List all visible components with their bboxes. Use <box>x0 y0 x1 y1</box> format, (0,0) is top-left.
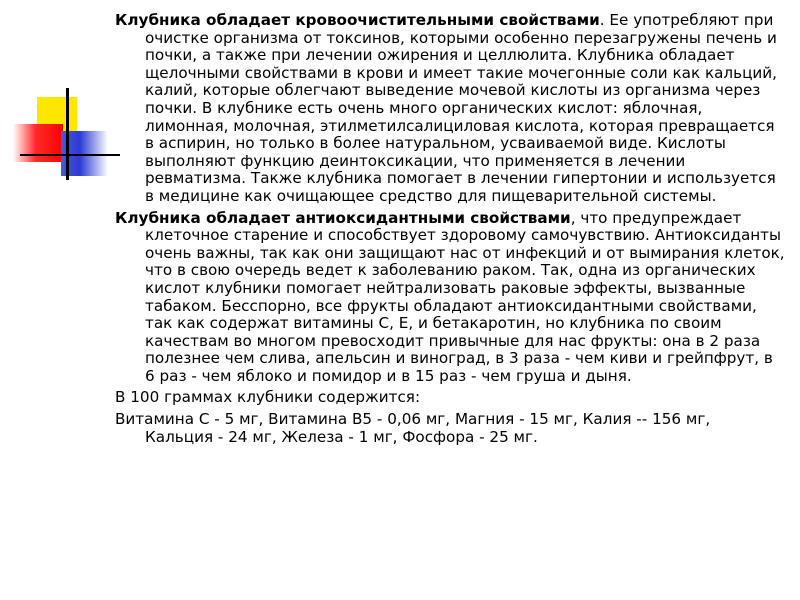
decorative-logo <box>0 0 120 200</box>
text-content <box>115 12 787 446</box>
paragraph-lead: Клубника обладает антиоксидантными свойствами <box>115 208 571 227</box>
paragraph-antioxidant <box>115 210 787 386</box>
paragraph-text: , что предупреждает клеточное старение и способствует здоровому самочувствию. Антиоксиданты очень важны, так как они защищают нас от инфекций и от вымирания клеток, что в свою очередь ведет к заболеванию раком. Так, одна из органических кислот клубники помогает нейтрализовать раковые эффекты, вызванные табаком. Бесспорно, все фрукты обладают антиоксидантными свойствами, так как содержат витамины С, Е, и бетакаротин, но клубника по своим качествам во многом превосходит привычные для нас фрукты: она в 2 раза полезнее чем слива, апельсин и виноград, в 3 раза - чем киви и грейпфрут, в 6 раз - чем яблоко и помидор и в 15 раз - чем груша и дыня. <box>145 208 785 385</box>
paragraph-text: . Ее употребляют при очистке организма от токсинов, которыми особенно перезагружены печень и почки, а также при лечении ожирения и целлюлита. Клубника обладает щелочными свойствами в крови и имеет такие мочегонные соли как кальций, калий, которые облегчают выведение мочевой кислоты из организма через почки. В клубнике есть очень много органических кислот: яблочная, лимонная, молочная, этилметилсалициловая кислота, которая превращается в аспирин, но только в более натуральном, усваиваемой виде. Кислоты выполняют функцию деинтоксикации, что применяется в лечении ревматизма. Также клубника помогает в лечении гипертонии и используется в медицине как очищающее средство для пищеварительной системы. <box>145 11 777 205</box>
paragraph-lead: Клубника обладает кровоочистительными свойствами <box>115 11 600 29</box>
nutrients-line-2: Кальция - 24 мг, Железа - 1 мг, Фосфора - 25 мг. <box>145 427 538 446</box>
horizontal-line <box>20 154 120 156</box>
vertical-line <box>66 88 69 180</box>
nutrients-line-1: Витамина С - 5 мг, Витамина В5 - 0,06 мг, Магния - 15 мг, Калия -- 156 мг, <box>115 410 711 429</box>
red-square <box>13 124 63 162</box>
nutrients-intro: В 100 граммах клубники содержится: <box>115 388 421 407</box>
paragraph-blood-cleansing <box>115 12 787 206</box>
